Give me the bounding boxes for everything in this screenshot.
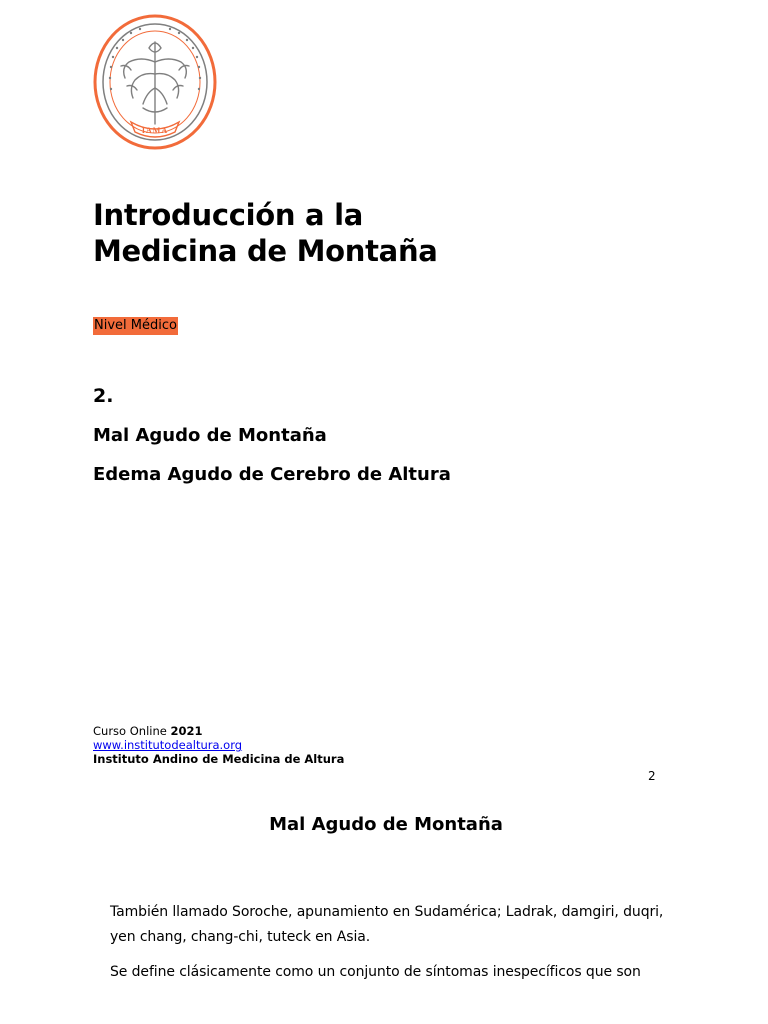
document-title-line-2: Medicina de Montaña bbox=[93, 234, 438, 268]
course-year: 2021 bbox=[170, 724, 203, 738]
institute-name: Instituto Andino de Medicina de Altura bbox=[93, 752, 345, 766]
institute-seal-logo bbox=[91, 12, 219, 150]
page-number: 2 bbox=[648, 769, 656, 783]
paragraph-1-line-1: También llamado Soroche, apunamiento en Sudamérica; Ladrak, damgiri, duqri, bbox=[110, 904, 664, 920]
subtitle-mal-agudo: Mal Agudo de Montaña bbox=[93, 425, 327, 446]
section-number: 2. bbox=[93, 385, 114, 407]
paragraph-2-line-1: Se define clásicamente como un conjunto de síntomas inespecíficos que son bbox=[110, 964, 641, 980]
paragraph-1-line-2: yen chang, chang-chi, tuteck en Asia. bbox=[110, 929, 371, 945]
document-title-line-1: Introducción a la bbox=[93, 198, 363, 232]
level-badge: Nivel Médico bbox=[94, 318, 177, 333]
course-info bbox=[93, 724, 203, 738]
subtitle-edema-cerebral: Edema Agudo de Cerebro de Altura bbox=[93, 464, 451, 485]
section-heading: Mal Agudo de Montaña bbox=[269, 814, 503, 835]
website-link[interactable]: www.institutodealtura.org bbox=[93, 738, 243, 752]
logo-acronym: IAMA bbox=[141, 126, 169, 135]
course-label: Curso Online bbox=[93, 724, 171, 738]
